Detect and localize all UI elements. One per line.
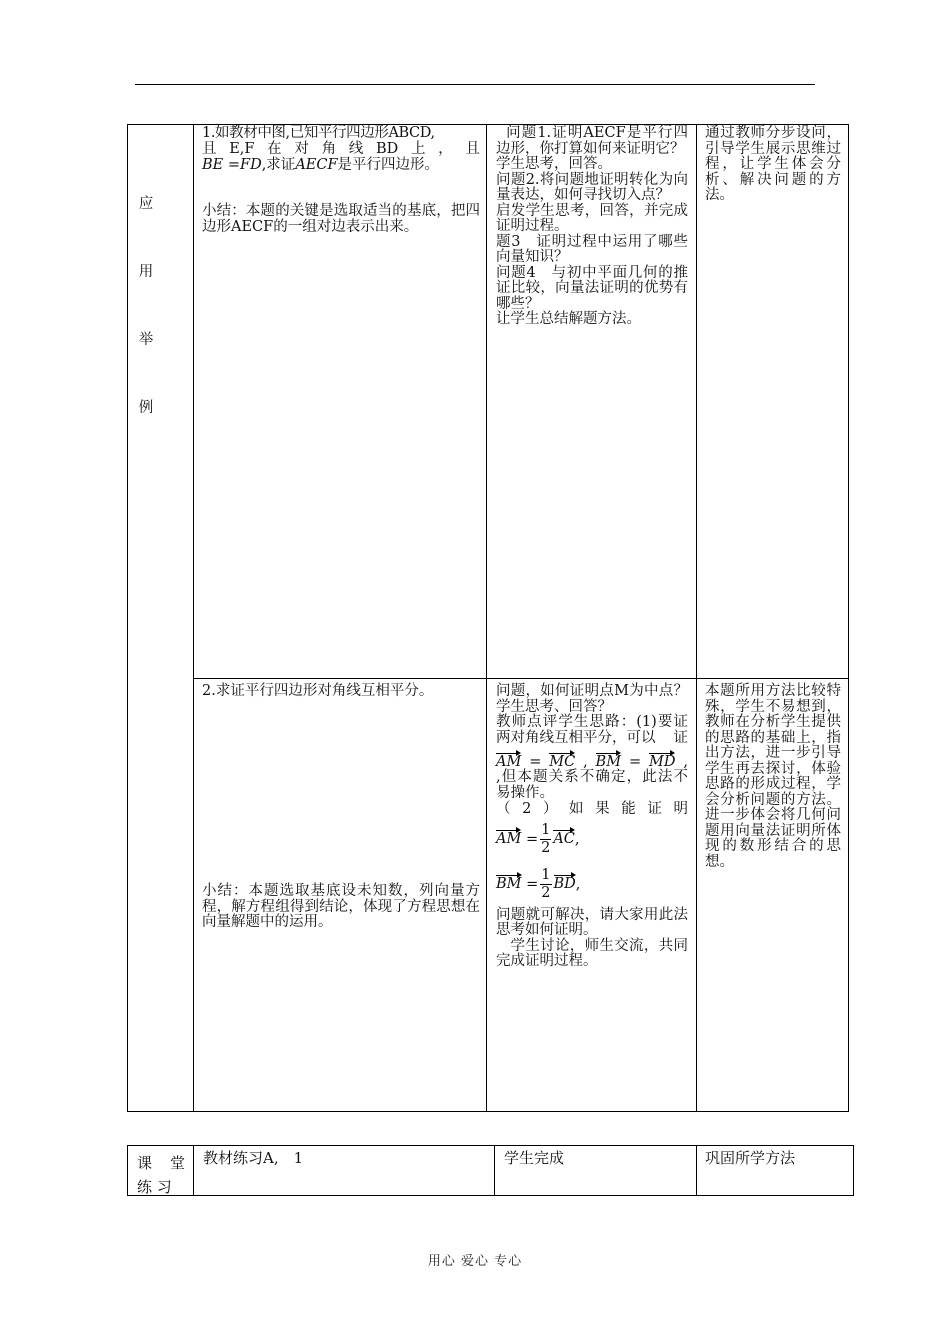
- header-rule: [135, 84, 815, 85]
- teaching-item: 问题2.将问题地证明转化为向量表达，如何寻找切入点？: [496, 171, 688, 203]
- table-right-border: [848, 124, 849, 1112]
- column-divider-3: [696, 124, 697, 1112]
- math-be: BE: [202, 157, 224, 173]
- fraction-one-half: $\frac{1}{2}$: [541, 821, 551, 856]
- practice-divider-1: [193, 1145, 194, 1196]
- vector-bm: BM: [496, 876, 522, 892]
- teaching-intro: 问题，如何证明点M为中点？学生思考、回答？: [496, 683, 688, 715]
- section-label-char-3: 举: [138, 332, 154, 348]
- row-divider: [193, 678, 849, 679]
- teaching-item: 问题1.证明AECF是平行四边形，你打算如何来证明它？: [496, 125, 688, 157]
- teaching-item: 题3 证明过程中运用了哪些向量知识？: [496, 233, 688, 265]
- vector-bm: BM: [595, 753, 622, 770]
- vector-mc: MC: [549, 753, 576, 770]
- teaching-item: 问题4 与初中平面几何的推证比较，向量法证明的优势有哪些？: [496, 264, 688, 312]
- practice-bottom-border: [127, 1195, 854, 1196]
- example1-problem: [202, 126, 480, 174]
- fraction-equation-1: AM = $\frac{1}{2}$ AC,: [496, 821, 580, 856]
- math-fd: FD: [240, 157, 262, 173]
- practice-label: [137, 1151, 185, 1199]
- practice-label-line-1: 课 堂: [137, 1154, 185, 1172]
- section-label-char-2: 用: [138, 264, 154, 280]
- practice-divider-3: [696, 1145, 697, 1196]
- vector-ac: AC: [553, 831, 575, 847]
- fraction-one-half: $\frac{1}{2}$: [541, 866, 551, 901]
- problem-line-3: BE =FD,求证AECF是平行四边形。: [202, 157, 440, 173]
- table-left-border: [127, 124, 128, 1112]
- example2-intent: 本题所用方法比较特殊，学生不易想到，教师在分析学生提供的思路的基础上，指出方法，进一步引导学生再去探讨，体验思路的形成过程，学会分析问题的方法。进一步体会将几何问题用向量法证明所体现的数形结合的思想。: [705, 683, 841, 870]
- practice-top-border: [127, 1145, 854, 1146]
- teaching-after-3: 学生讨论，师生交流，共同完成证明过程。: [496, 937, 688, 969]
- practice-left-border: [127, 1145, 128, 1196]
- teaching-review: 教师点评学生思路：(1)要证两对角线互相平分，可以: [496, 714, 688, 746]
- vector-am: AM: [496, 831, 522, 847]
- example1-teaching: [496, 126, 688, 328]
- problem-line-1: 1.如教材中图,已知平行四边形ABCD,: [202, 125, 435, 141]
- teaching-review-end: 证: [673, 730, 688, 746]
- teaching-after-2: 问题就可解决，请大家用此法思考如何证明。: [496, 906, 688, 938]
- teaching-item: 启发学生思考，回答，并完成证明过程。: [496, 202, 688, 234]
- page-footer: 用心 爱心 专心: [427, 1254, 523, 1269]
- example1-summary: 小结：本题的关键是选取适当的基底，把四边形AECF的一组对边表示出来。: [202, 203, 480, 235]
- vector-am: AM: [496, 753, 522, 770]
- teaching-after-1: ,但本题关系不确定，此法不易操作。: [496, 769, 688, 801]
- teaching-item: 让学生总结解题方法。: [496, 311, 641, 327]
- practice-right-border: [853, 1145, 854, 1196]
- example1-intent: 通过教师分步设问，引导学生展示思维过程，让学生体会分析、解决问题的方法。: [705, 125, 841, 203]
- problem-line-2: 且 E,F 在 对 角 线 BD 上 ， 且: [202, 140, 480, 157]
- example2-teaching: [496, 684, 688, 970]
- section-label-char-4: 例: [138, 400, 154, 416]
- example2-problem: 2.求证平行四边形对角线互相平分。: [202, 683, 434, 699]
- teaching-item: 学生思考，回答。: [496, 156, 612, 172]
- vector-bd: BD: [553, 876, 576, 892]
- practice-content: 教材练习A, 1: [203, 1149, 304, 1167]
- vector-md: MD: [648, 753, 676, 770]
- practice-label-line-2: 练 习: [137, 1178, 172, 1196]
- vector-equation-1: AM = MC , BM = MD ,: [496, 753, 688, 770]
- math-aecf: AECF: [295, 157, 338, 173]
- practice-activity: 学生完成: [504, 1149, 565, 1167]
- practice-intent: 巩固所学方法: [705, 1149, 796, 1167]
- fraction-equation-2: BM = $\frac{1}{2}$ BD,: [496, 866, 581, 901]
- teaching-case-2: （2）如果能证明: [496, 801, 688, 817]
- column-divider-1: [193, 124, 194, 1112]
- table-bottom-border: [127, 1111, 849, 1112]
- column-divider-2: [486, 124, 487, 1112]
- example2-summary: 小结：本题选取基底设未知数，列向量方程，解方程组得到结论，体现了方程思想在向量解题中的运用。: [202, 883, 480, 930]
- section-label-char-1: 应: [138, 196, 154, 212]
- practice-divider-2: [494, 1145, 495, 1196]
